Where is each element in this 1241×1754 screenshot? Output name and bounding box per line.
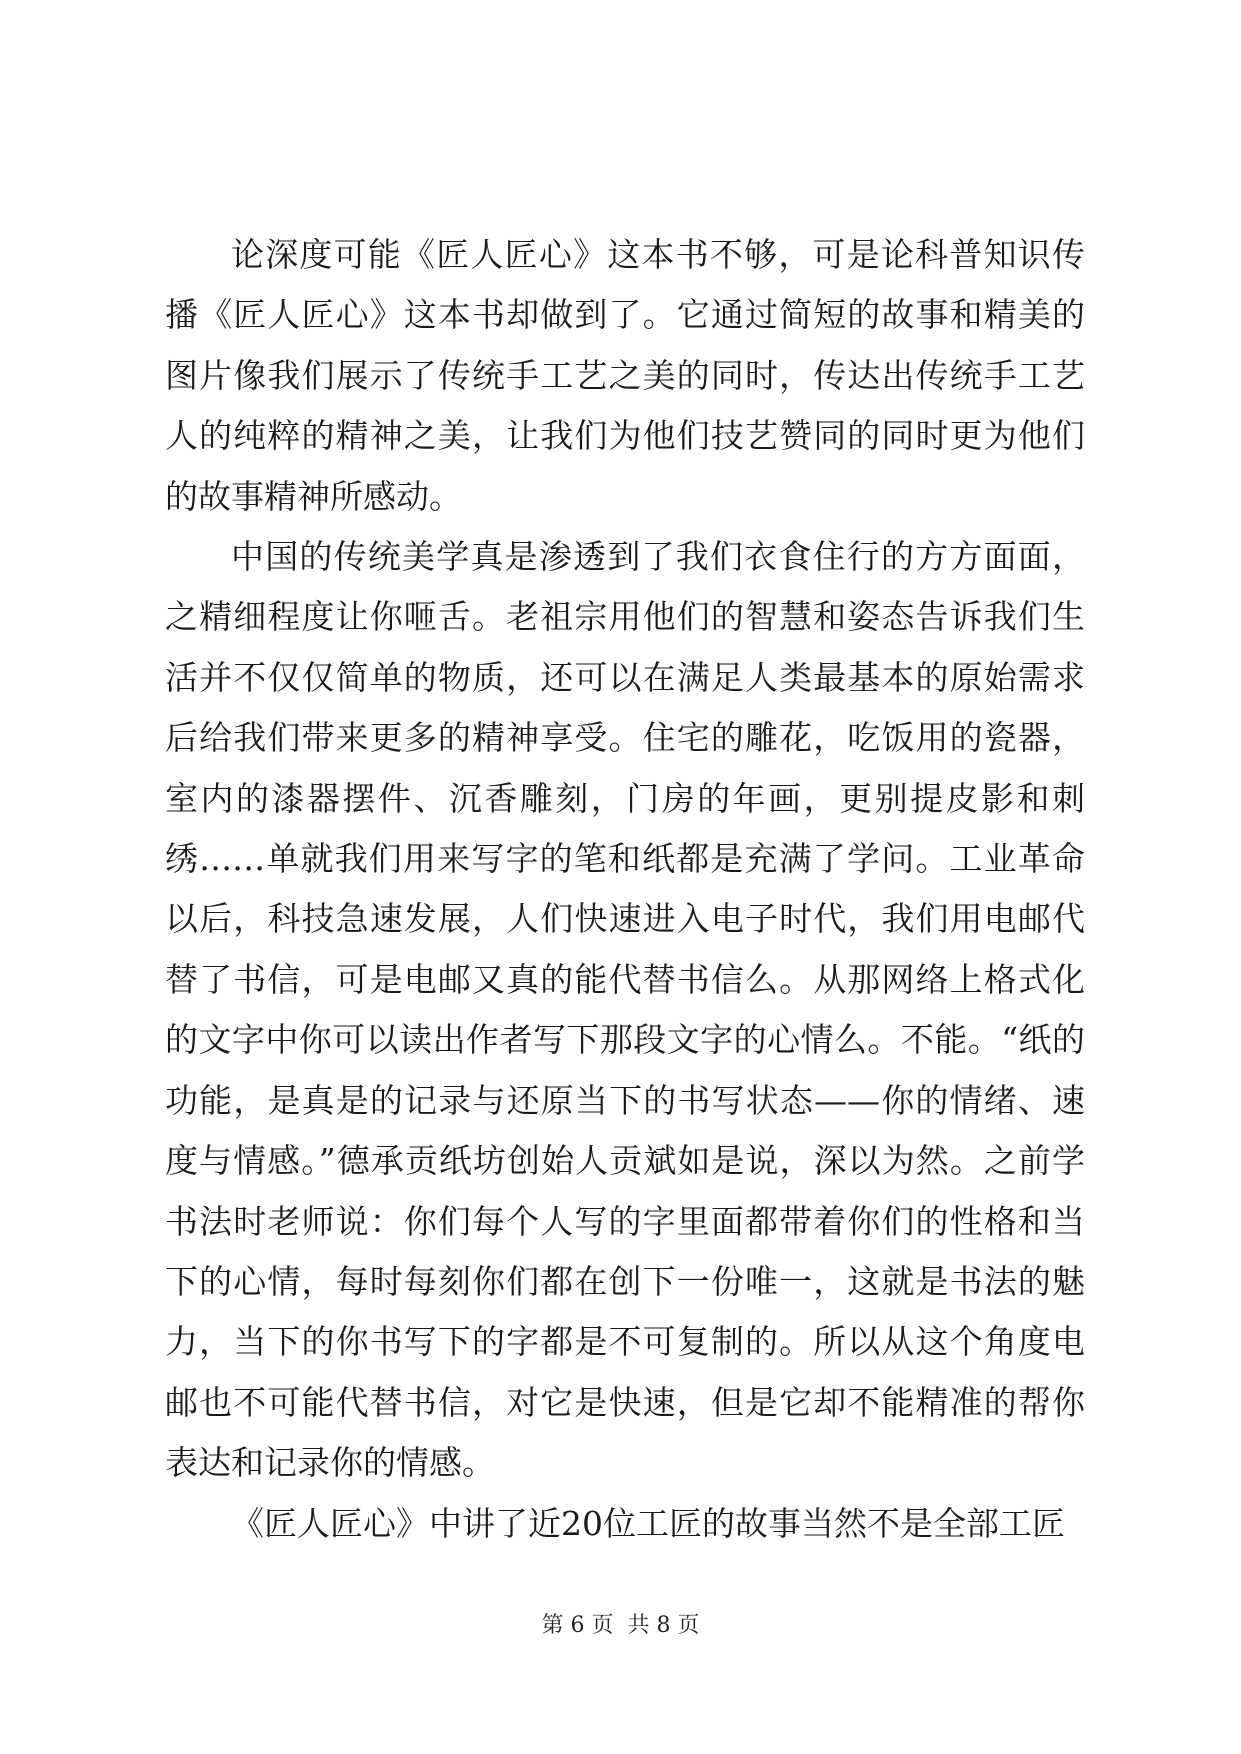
paragraph-2: 中国的传统美学真是渗透到了我们衣食住行的方方面面，之精细程度让你咂舌。老祖宗用他们的智慧和姿态告诉我们生活并不仅仅简单的物质，还可以在满足人类最基本的原始需求后给我们带来更多的精神享受。住宅的雕花，吃饭用的瓷器，室内的漆器摆件、沉香雕刻，门房的年画，更别提皮影和刺绣……单就我们用来写字的笔和纸都是充满了学问。工业革命以后，科技急速发展，人们快速进入电子时代，我们用电邮代替了书信，可是电邮又真的能代替书信么。从那网络上格式化的文字中你可以读出作者写下那段文字的心情么。不能。“纸的功能，是真是的记录与还原当下的书写状态——你的情绪、速度与情感。”德承贡纸坊创始人贡斌如是说，深以为然。之前学书法时老师说：你们每个人写的字里面都带着你们的性格和当下的心情，每时每刻你们都在创下一份唯一，这就是书法的魅力，当下的你书写下的字都是不可复制的。所以从这个角度电邮也不可能代替书信，对它是快速，但是它却不能精准的帮你表达和记录你的情感。: [165, 537, 1085, 1483]
page-footer: [0, 1608, 1241, 1639]
document-body: [165, 225, 1085, 1554]
paragraph-1: 论深度可能《匠人匠心》这本书不够，可是论科普知识传播《匠人匠心》这本书却做到了。它通过简短的故事和精美的图片像我们展示了传统手工艺之美的同时，传达出传统手工艺人的纯粹的精神之美，让我们为他们技艺赞同的同时更为他们的故事精神所感动。: [165, 235, 1085, 516]
page-number: 第 6 页 共 8 页: [541, 1613, 700, 1638]
paragraph-3: 《匠人匠心》中讲了近20位工匠的故事当然不是全部工匠: [231, 1503, 1065, 1543]
